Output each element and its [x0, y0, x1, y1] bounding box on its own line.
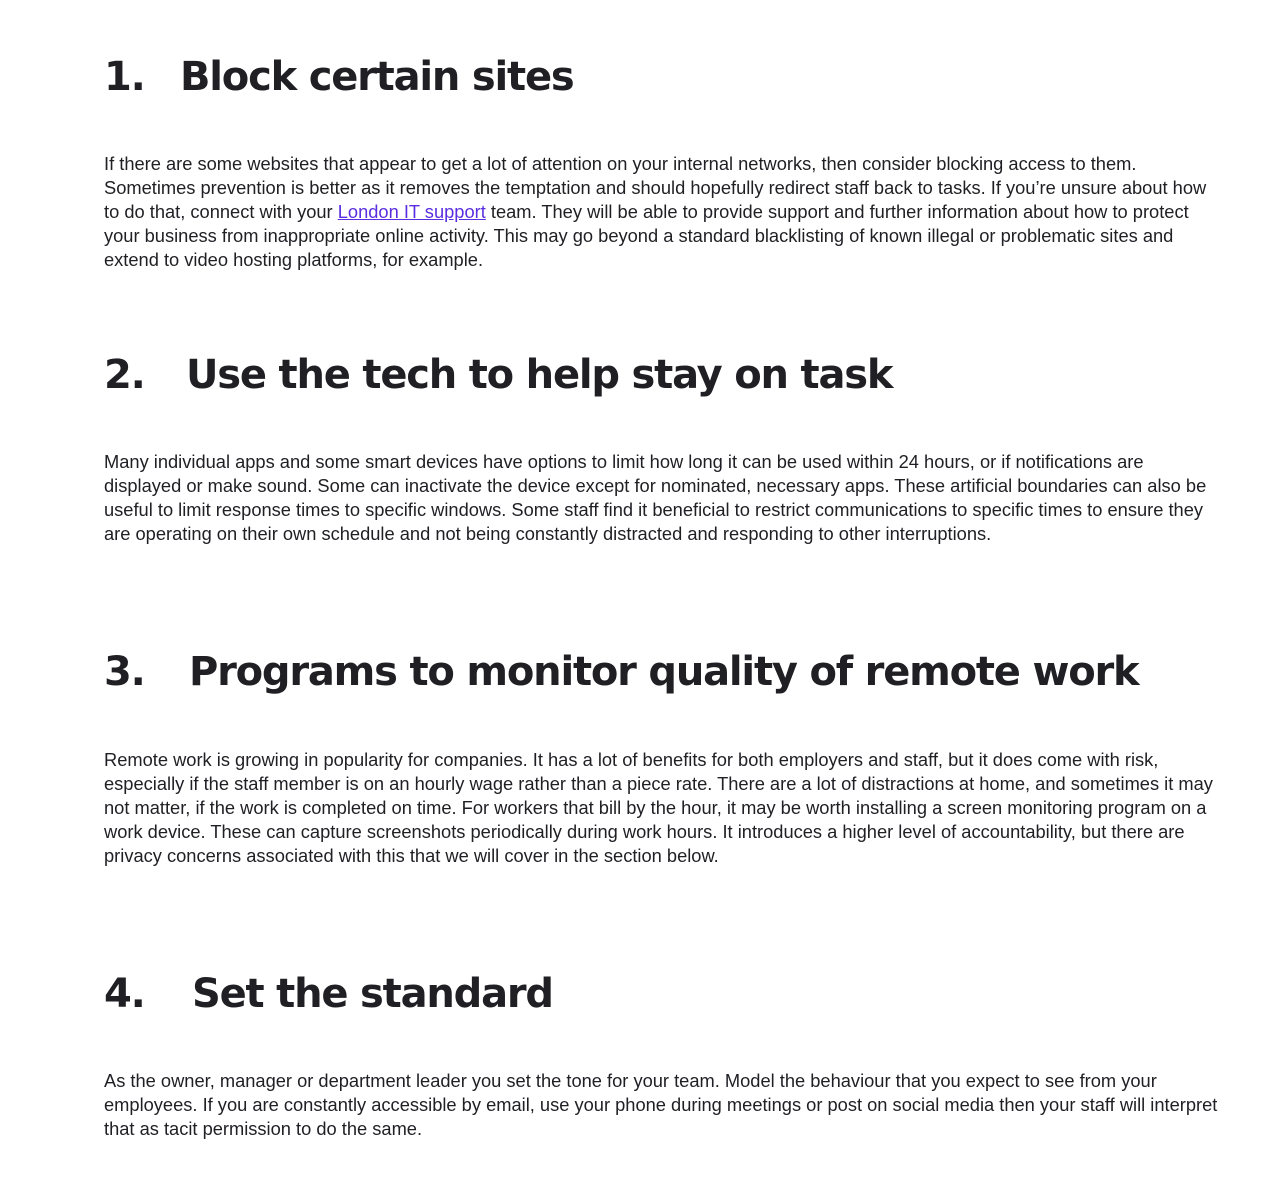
section-3-heading	[104, 647, 1224, 697]
section-1-title: Block certain sites	[180, 54, 574, 100]
section-2-number: 2.	[104, 352, 145, 398]
section-4-number: 4.	[104, 971, 145, 1017]
section-3-paragraph: Remote work is growing in popularity for companies. It has a lot of benefits for both employers and staff, but it does come with risk, especially if the staff member is on an hourly wage rather than a piece rate. There are a lot of distractions at home, and sometimes it may not matter, if the work is completed on time. For workers that bill by the hour, it may be worth installing a screen monitoring program on a work device. These can capture screenshots periodically during work hours. It introduces a higher level of accountability, but there are privacy concerns associated with this that we will cover in the section below.	[104, 749, 1213, 866]
section-4-body	[104, 1069, 1224, 1141]
section-2-body	[104, 450, 1224, 546]
section-2-heading	[104, 350, 1224, 400]
section-1-number: 1.	[104, 54, 145, 100]
section-1-text-after-link: team. They will be able to provide support and further information about how to protect your business from inappropriate online activity. This may go beyond a standard blacklisting of known illegal or problematic sites and extend to video hosting platforms, for example.	[104, 201, 1189, 270]
section-3-number: 3.	[104, 649, 145, 695]
section-3-title: Programs to monitor quality of remote work	[189, 649, 1139, 695]
section-3-body	[104, 748, 1224, 868]
section-1-heading-wrap	[104, 52, 1224, 102]
section-4-heading-wrap	[104, 969, 1224, 1019]
section-1-body	[104, 152, 1224, 272]
section-1-heading	[104, 52, 1224, 102]
section-2-heading-wrap	[104, 350, 1224, 400]
section-4-title: Set the standard	[192, 971, 553, 1017]
section-3-heading-wrap	[104, 647, 1224, 697]
section-1-text-before-link: If there are some websites that appear to get a lot of attention on your internal networks, then consider blocking access to them. Sometimes prevention is better as it removes the temptation and should hopefully redirect staff back to tasks. If you’re unsure about how to do that, connect with your	[104, 153, 1207, 222]
london-it-support-link[interactable]: London IT support	[337, 201, 486, 222]
section-4-paragraph: As the owner, manager or department leader you set the tone for your team. Model the behaviour that you expect to see from your employees. If you are constantly accessible by email, use your phone during meetings or post on social media then your staff will interpret that as tacit permission to do the same.	[104, 1070, 1218, 1139]
section-1-paragraph	[104, 152, 1224, 272]
section-2-paragraph: Many individual apps and some smart devices have options to limit how long it can be used within 24 hours, or if notifications are displayed or make sound. Some can inactivate the device except for nominated, necessary apps. These artificial boundaries can also be useful to limit response times to specific windows. Some staff find it beneficial to restrict communications to specific times to ensure they are operating on their own schedule and not being constantly distracted and responding to other interruptions.	[104, 451, 1207, 544]
section-4-heading	[104, 969, 1224, 1019]
section-2-title: Use the tech to help stay on task	[186, 352, 893, 398]
